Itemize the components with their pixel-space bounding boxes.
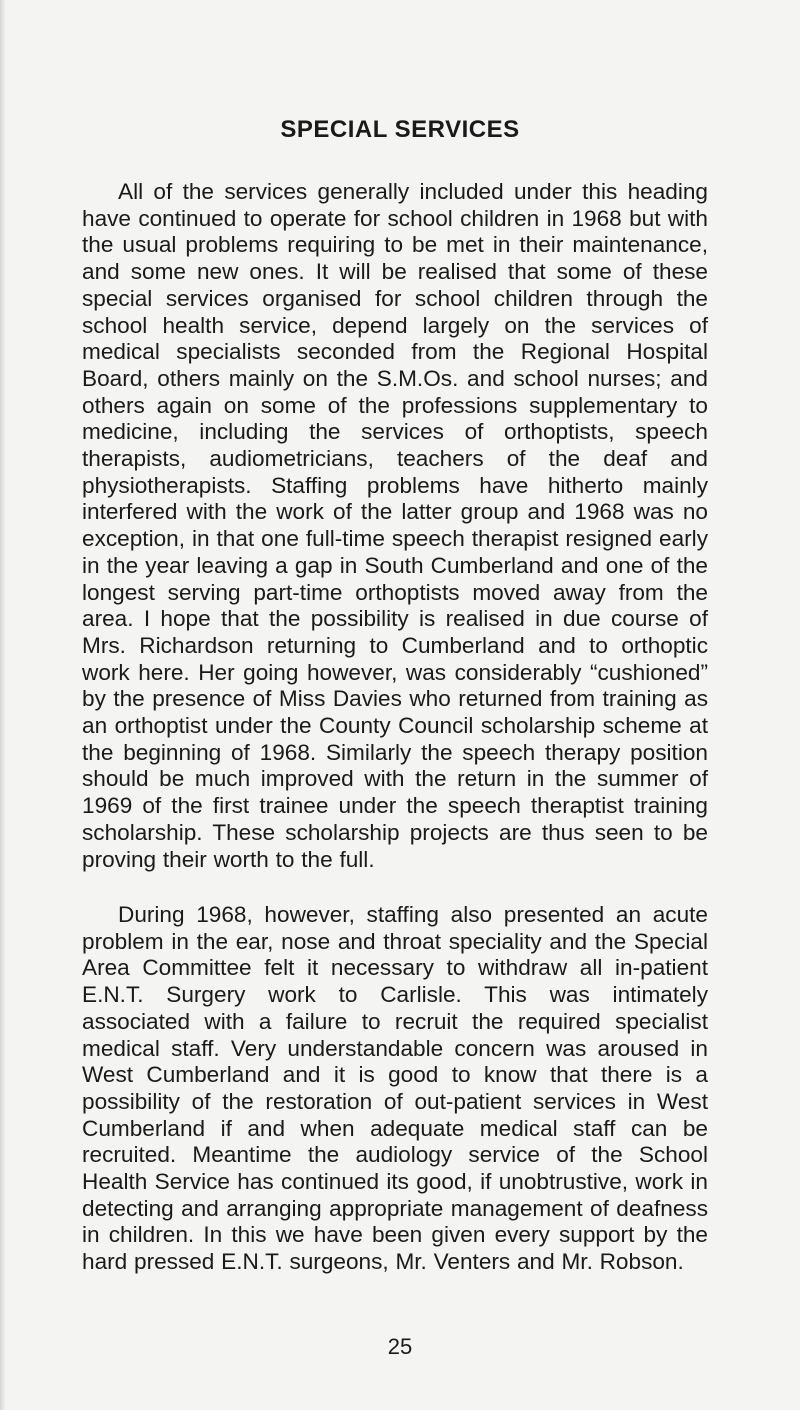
paragraph-staffing-problems: All of the services generally included under this heading have continued to operate for school children in 1968 but with the usual problems requiring to be met in their maintenance, and some new ones. It will be realised that some of these special services organised for school children through the school health service, depend largely on the services of medical specialists seconded from the Regional Hospital Board, others mainly on the S.M.Os. and school nurses; and others again on some of the professions supplementary to medicine, including the services of orthoptists, speech therapists, audiometricians, teachers of the deaf and physiotherapists. Staffing problems have hitherto mainly interfered with the work of the latter group and 1968 was no exception, in that one full-time speech therapist resigned early in the year leaving a gap in South Cumberland and one of the longest serving part-time orthoptists moved away from the area. I hope that the possibility is realised in due course of Mrs. Richardson returning to Cumberland and to orthoptic work here. Her going however, was considerably “cushioned” by the presence of Miss Davies who returned from training as an orthoptist under the County Council scholarship scheme at the beginning of 1968. Similarly the speech therapy position should be much improved with the return in the summer of 1969 of the first trainee under the speech theraptist training scholarship. These scholarship projects are thus seen to be proving their worth to the full. [82,179,708,872]
page-edge-shadow [0,0,6,1410]
page-title: SPECIAL SERVICES [280,116,520,143]
page-number: 25 [387,1334,413,1359]
paragraph-ent-services: During 1968, however, staffing also presented an acute problem in the ear, nose and throat speciality and the Special Area Committee felt it necessary to withdraw all in-patient E.N.T. Surgery work to Carlisle. This was intimately associated with a failure to recruit the required specialist medical staff. Very understandable concern was aroused in West Cumberland and it is good to know that there is a possibility of the restoration of out-patient services in West Cumberland if and when adequate medical staff can be recruited. Meantime the audiology service of the School Health Service has continued its good, if unobtrustive, work in detecting and arranging appropriate management of deafness in children. In this we have been given every support by the hard pressed E.N.T. surgeons, Mr. Venters and Mr. Robson. [82,902,708,1275]
